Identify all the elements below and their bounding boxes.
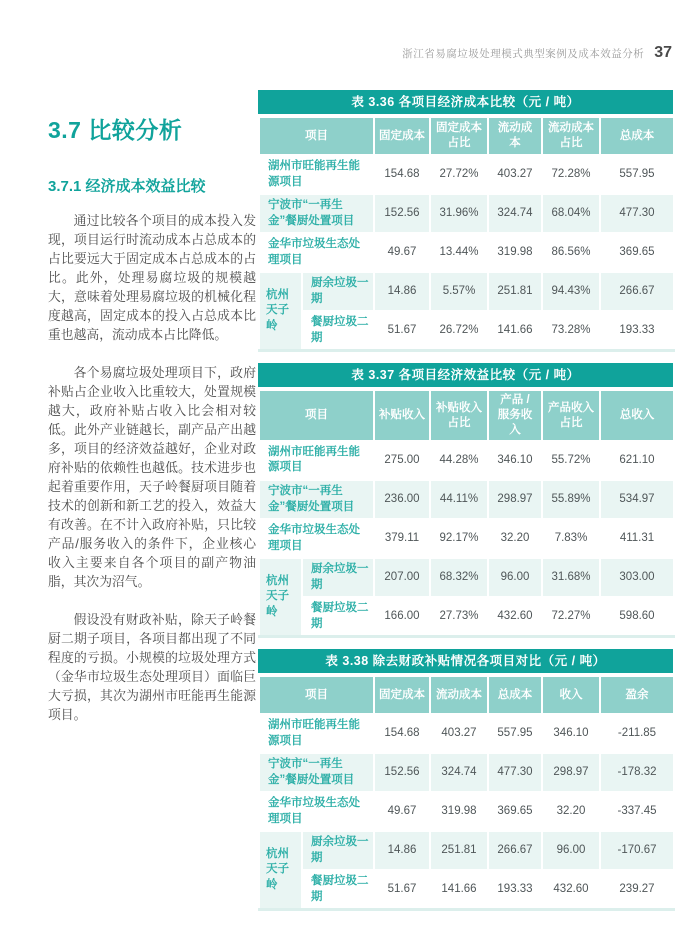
page-number: 37 xyxy=(654,44,672,61)
table-title: 表 3.36 各项目经济成本比较（元 / 吨） xyxy=(258,90,673,114)
column-header: 总成本 xyxy=(488,676,542,714)
table-row xyxy=(259,155,674,194)
body-paragraph: 通过比较各个项目的成本投入发现，项目运行时流动成本占总成本的占比要远大于固定成本占总成本的占比。此外，处理易腐垃圾的规模越大，意味着处理易腐垃圾的机械化程度越高，固定成本的投入占总成本比重也越高，流动成本占比降低。 xyxy=(48,213,256,342)
value-cell: 14.86 xyxy=(374,272,430,311)
project-name-cell: 金华市垃圾生态处理项目 xyxy=(259,519,374,558)
subproject-name-cell: 厨余垃圾一期 xyxy=(302,272,374,311)
benefit-comparison-table xyxy=(258,389,675,638)
value-cell: 55.89% xyxy=(542,480,600,519)
table-title: 表 3.38 除去财政补贴情况各项目对比（元 / 吨） xyxy=(258,649,673,673)
project-group-cell: 杭州天子岭 xyxy=(259,831,302,910)
table-row xyxy=(259,233,674,272)
value-cell: 193.33 xyxy=(488,870,542,910)
column-header: 固定成本 xyxy=(374,676,430,714)
column-header: 项目 xyxy=(259,676,374,714)
value-cell: 152.56 xyxy=(374,753,430,792)
value-cell: 432.60 xyxy=(488,597,542,637)
value-cell: 14.86 xyxy=(374,831,430,870)
project-name-cell: 宁波市“一再生金”餐厨处置项目 xyxy=(259,753,374,792)
value-cell: 319.98 xyxy=(430,792,488,831)
table-3-37 xyxy=(258,363,673,638)
value-cell: 13.44% xyxy=(430,233,488,272)
value-cell: -211.85 xyxy=(600,714,674,753)
value-cell: 207.00 xyxy=(374,558,430,597)
page-header xyxy=(402,44,672,62)
table-row xyxy=(259,519,674,558)
project-group-cell: 杭州天子岭 xyxy=(259,272,302,351)
subproject-name-cell: 餐厨垃圾二期 xyxy=(302,870,374,910)
table-row xyxy=(259,194,674,233)
value-cell: 557.95 xyxy=(600,155,674,194)
value-cell: 266.67 xyxy=(600,272,674,311)
subproject-name-cell: 餐厨垃圾二期 xyxy=(302,597,374,637)
value-cell: 44.28% xyxy=(430,441,488,480)
value-cell: 49.67 xyxy=(374,792,430,831)
value-cell: -337.45 xyxy=(600,792,674,831)
left-column xyxy=(48,112,256,743)
table-row xyxy=(259,714,674,753)
table-3-38 xyxy=(258,649,673,911)
table-row xyxy=(259,753,674,792)
value-cell: 166.00 xyxy=(374,597,430,637)
table-row xyxy=(259,311,674,351)
value-cell: 32.20 xyxy=(542,792,600,831)
column-header: 固定成本占比 xyxy=(430,117,488,155)
body-paragraph: 各个易腐垃圾处理项目下，政府补贴占企业收入比重较大，处置规模越大，政府补贴占收入比会相对较低。此外产业链越长，副产品产出越多，项目的经济效益越好，企业对政府补贴的依赖性也越低。技术进步也起着重要作用，天子岭餐厨项目随着技术的创新和新工艺的投入，效益大有改善。在不计入政府补贴，只比较产品/服务收入的条件下，企业核心收入主要来自各个项目的副产物油脂，其次为沼气。 xyxy=(48,365,256,589)
value-cell: 319.98 xyxy=(488,233,542,272)
table-3-36 xyxy=(258,90,673,352)
value-cell: 55.72% xyxy=(542,441,600,480)
tables-column xyxy=(258,90,673,922)
value-cell: 5.57% xyxy=(430,272,488,311)
value-cell: 432.60 xyxy=(542,870,600,910)
table-row xyxy=(259,597,674,637)
value-cell: 68.32% xyxy=(430,558,488,597)
value-cell: 411.31 xyxy=(600,519,674,558)
value-cell: 72.28% xyxy=(542,155,600,194)
value-cell: 31.68% xyxy=(542,558,600,597)
value-cell: 239.27 xyxy=(600,870,674,910)
project-name-cell: 湖州市旺能再生能源项目 xyxy=(259,714,374,753)
table-row xyxy=(259,480,674,519)
value-cell: 51.67 xyxy=(374,870,430,910)
value-cell: 298.97 xyxy=(488,480,542,519)
value-cell: 152.56 xyxy=(374,194,430,233)
value-cell: 379.11 xyxy=(374,519,430,558)
value-cell: 94.43% xyxy=(542,272,600,311)
value-cell: 303.00 xyxy=(600,558,674,597)
value-cell: 403.27 xyxy=(488,155,542,194)
column-header: 产品 / 服务收入 xyxy=(488,390,542,441)
column-header: 流动成本 xyxy=(430,676,488,714)
value-cell: 154.68 xyxy=(374,155,430,194)
cost-comparison-table xyxy=(258,116,675,352)
column-header: 总成本 xyxy=(600,117,674,155)
table-title: 表 3.37 各项目经济效益比较（元 / 吨） xyxy=(258,363,673,387)
value-cell: 49.67 xyxy=(374,233,430,272)
value-cell: 598.60 xyxy=(600,597,674,637)
header-row xyxy=(259,390,674,441)
value-cell: 346.10 xyxy=(488,441,542,480)
value-cell: 27.72% xyxy=(430,155,488,194)
value-cell: 324.74 xyxy=(430,753,488,792)
value-cell: 477.30 xyxy=(600,194,674,233)
value-cell: -178.32 xyxy=(600,753,674,792)
value-cell: 141.66 xyxy=(488,311,542,351)
value-cell: 86.56% xyxy=(542,233,600,272)
table-row xyxy=(259,558,674,597)
column-header: 流动成本占比 xyxy=(542,117,600,155)
table-row xyxy=(259,272,674,311)
value-cell: 236.00 xyxy=(374,480,430,519)
value-cell: 44.11% xyxy=(430,480,488,519)
table-row xyxy=(259,792,674,831)
value-cell: 141.66 xyxy=(430,870,488,910)
no-subsidy-comparison-table xyxy=(258,675,675,911)
column-header: 产品收入占比 xyxy=(542,390,600,441)
value-cell: 369.65 xyxy=(600,233,674,272)
value-cell: 72.27% xyxy=(542,597,600,637)
value-cell: 477.30 xyxy=(488,753,542,792)
value-cell: 275.00 xyxy=(374,441,430,480)
table-row xyxy=(259,870,674,910)
value-cell: 298.97 xyxy=(542,753,600,792)
value-cell: 7.83% xyxy=(542,519,600,558)
column-header: 补贴收入占比 xyxy=(430,390,488,441)
value-cell: 51.67 xyxy=(374,311,430,351)
value-cell: 621.10 xyxy=(600,441,674,480)
value-cell: 346.10 xyxy=(542,714,600,753)
project-name-cell: 宁波市“一再生金”餐厨处置项目 xyxy=(259,480,374,519)
header-row xyxy=(259,117,674,155)
value-cell: 251.81 xyxy=(488,272,542,311)
value-cell: 557.95 xyxy=(488,714,542,753)
running-head-title: 浙江省易腐垃圾处理模式典型案例及成本效益分析 xyxy=(402,47,645,60)
value-cell: 32.20 xyxy=(488,519,542,558)
value-cell: 266.67 xyxy=(488,831,542,870)
project-name-cell: 金华市垃圾生态处理项目 xyxy=(259,233,374,272)
value-cell: 27.73% xyxy=(430,597,488,637)
body-paragraph: 假设没有财政补贴，除天子岭餐厨二期子项目，各项目都出现了不同程度的亏损。小规模的垃圾处理方式（金华市垃圾生态处理项目）面临巨大亏损，其次为湖州市旺能再生能源项目。 xyxy=(48,612,256,722)
value-cell: 26.72% xyxy=(430,311,488,351)
section-title: 3.7 比较分析 xyxy=(48,117,183,143)
column-header: 流动成本 xyxy=(488,117,542,155)
project-name-cell: 湖州市旺能再生能源项目 xyxy=(259,155,374,194)
value-cell: 31.96% xyxy=(430,194,488,233)
value-cell: 96.00 xyxy=(542,831,600,870)
project-name-cell: 湖州市旺能再生能源项目 xyxy=(259,441,374,480)
value-cell: 369.65 xyxy=(488,792,542,831)
column-header: 固定成本 xyxy=(374,117,430,155)
value-cell: 324.74 xyxy=(488,194,542,233)
project-name-cell: 金华市垃圾生态处理项目 xyxy=(259,792,374,831)
column-header: 项目 xyxy=(259,117,374,155)
value-cell: 154.68 xyxy=(374,714,430,753)
project-name-cell: 宁波市“一再生金”餐厨处置项目 xyxy=(259,194,374,233)
column-header: 项目 xyxy=(259,390,374,441)
subsection-title: 3.7.1 经济成本效益比较 xyxy=(48,178,206,195)
subproject-name-cell: 厨余垃圾一期 xyxy=(302,558,374,597)
column-header: 收入 xyxy=(542,676,600,714)
subproject-name-cell: 餐厨垃圾二期 xyxy=(302,311,374,351)
header-row xyxy=(259,676,674,714)
value-cell: 68.04% xyxy=(542,194,600,233)
value-cell: 96.00 xyxy=(488,558,542,597)
value-cell: 193.33 xyxy=(600,311,674,351)
table-row xyxy=(259,831,674,870)
column-header: 盈余 xyxy=(600,676,674,714)
value-cell: 251.81 xyxy=(430,831,488,870)
subproject-name-cell: 厨余垃圾一期 xyxy=(302,831,374,870)
column-header: 总收入 xyxy=(600,390,674,441)
value-cell: 73.28% xyxy=(542,311,600,351)
column-header: 补贴收入 xyxy=(374,390,430,441)
table-row xyxy=(259,441,674,480)
value-cell: 92.17% xyxy=(430,519,488,558)
value-cell: 403.27 xyxy=(430,714,488,753)
value-cell: -170.67 xyxy=(600,831,674,870)
project-group-cell: 杭州天子岭 xyxy=(259,558,302,637)
value-cell: 534.97 xyxy=(600,480,674,519)
